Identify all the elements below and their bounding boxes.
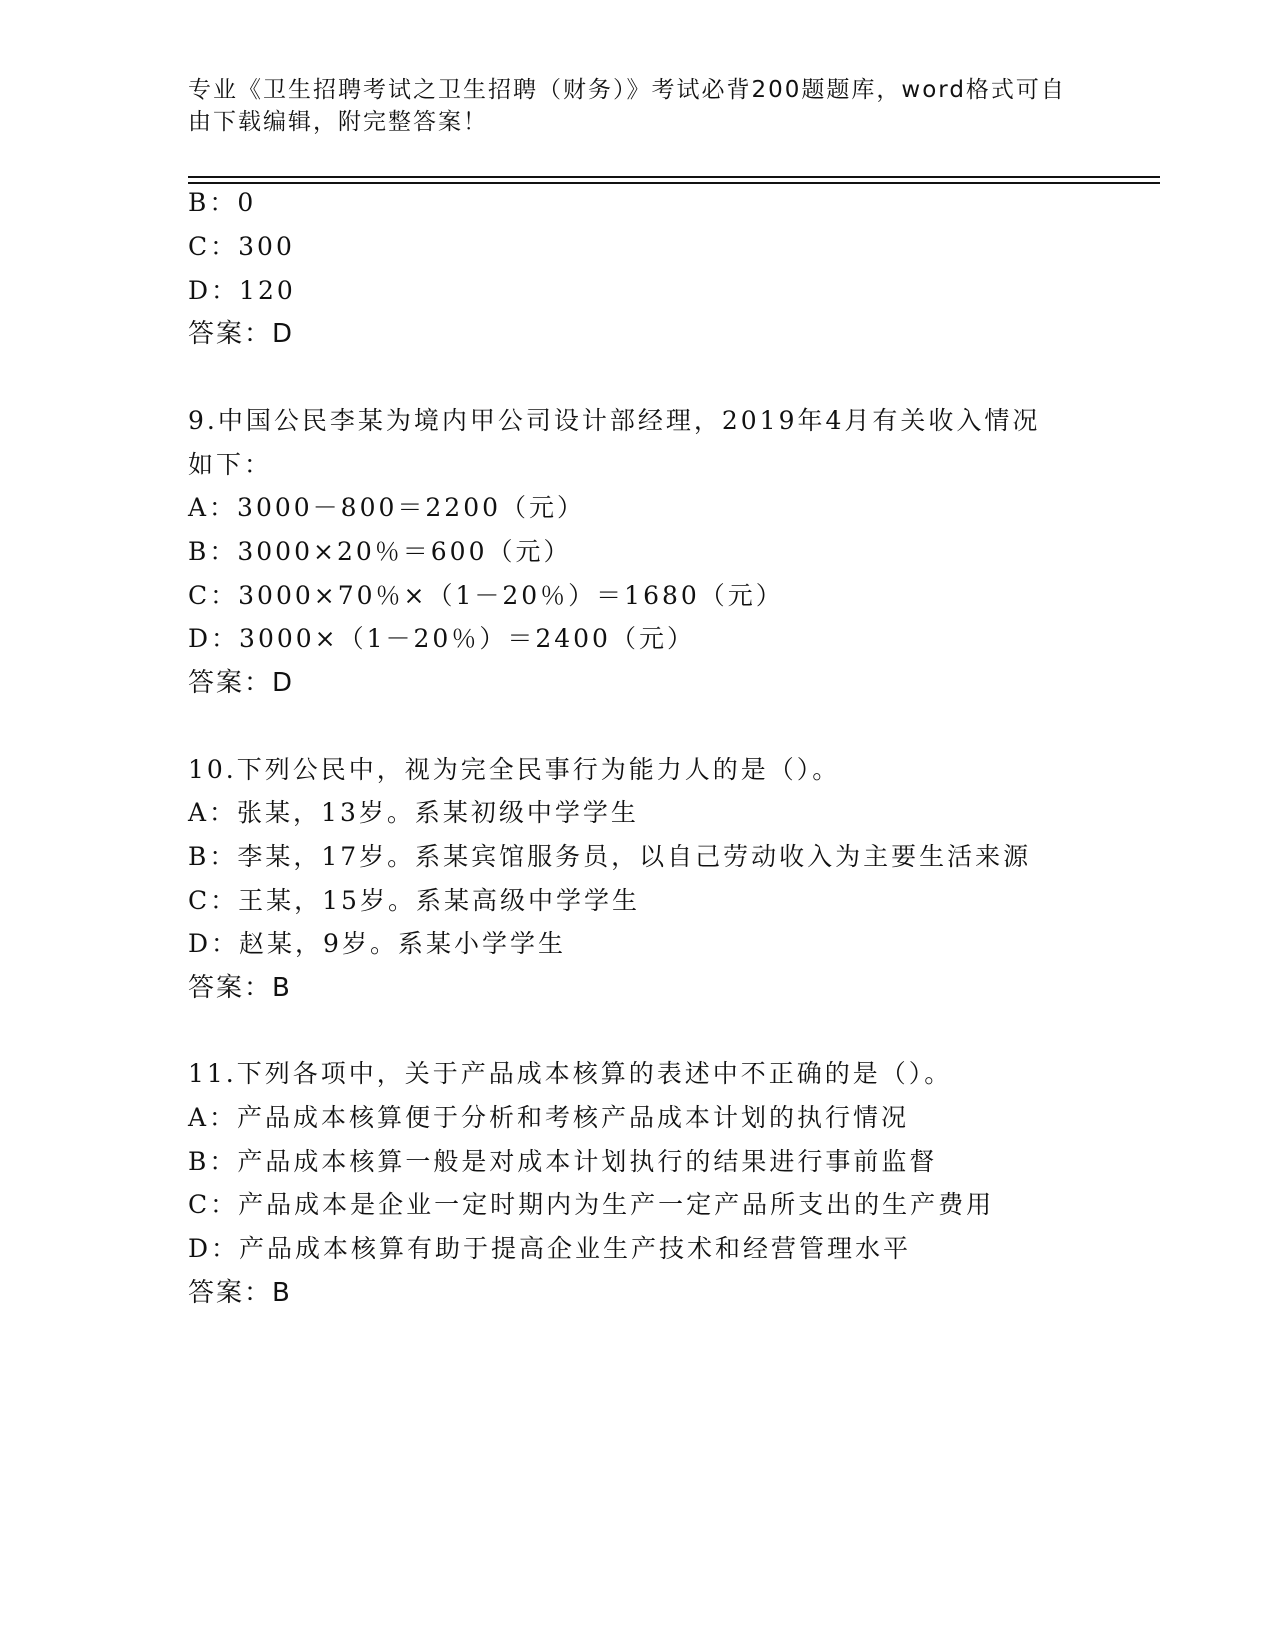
q11-option-b: B：产品成本核算一般是对成本计划执行的结果进行事前监督 bbox=[188, 1147, 938, 1176]
q11-option-d: D：产品成本核算有助于提高企业生产技术和经营管理水平 bbox=[188, 1234, 912, 1263]
q10-stem: 10.下列公民中，视为完全民事行为能力人的是（）。 bbox=[188, 755, 841, 784]
q9-option-d: D：3000×（1－20％）＝2400（元） bbox=[188, 624, 695, 653]
q8-option-c: C：300 bbox=[188, 232, 295, 261]
document-header bbox=[188, 74, 1068, 138]
q8-answer: 答案：D bbox=[188, 319, 295, 349]
q9-stem-line-2: 如下： bbox=[188, 450, 273, 479]
q11-option-a: A：产品成本核算便于分析和考核产品成本计划的执行情况 bbox=[188, 1103, 910, 1132]
q10-option-d: D：赵某，9岁。系某小学学生 bbox=[188, 929, 566, 958]
header-title-line-2: 由下载编辑，附完整答案！ bbox=[188, 109, 488, 135]
q9-stem-line-1: 9.中国公民李某为境内甲公司设计部经理，2019年4月有关收入情况 bbox=[188, 406, 1041, 435]
q9-option-a: A：3000－800＝2200（元） bbox=[188, 493, 586, 522]
q9-option-b: B：3000×20％＝600（元） bbox=[188, 537, 572, 566]
q10-option-b: B：李某，17岁。系某宾馆服务员，以自己劳动收入为主要生活来源 bbox=[188, 842, 1032, 871]
q11-answer: 答案：B bbox=[188, 1278, 292, 1308]
q9-answer: 答案：D bbox=[188, 668, 295, 698]
q10-option-c: C：王某，15岁。系某高级中学学生 bbox=[188, 886, 640, 915]
q11-stem: 11.下列各项中，关于产品成本核算的表述中不正确的是（）。 bbox=[188, 1059, 953, 1088]
header-divider-top bbox=[188, 176, 1160, 178]
header-divider-bottom bbox=[188, 182, 1160, 184]
q9-option-c: C：3000×70％×（1－20％）＝1680（元） bbox=[188, 581, 784, 610]
header-title-line-1: 专业《卫生招聘考试之卫生招聘（财务）》考试必背200题题库，word格式可自 bbox=[188, 77, 1066, 103]
q11-option-c: C：产品成本是企业一定时期内为生产一定产品所支出的生产费用 bbox=[188, 1190, 995, 1219]
q10-answer: 答案：B bbox=[188, 973, 292, 1003]
q10-option-a: A：张某，13岁。系某初级中学学生 bbox=[188, 798, 639, 827]
q8-option-b: B：0 bbox=[188, 188, 257, 217]
q8-option-d: D：120 bbox=[188, 276, 296, 305]
